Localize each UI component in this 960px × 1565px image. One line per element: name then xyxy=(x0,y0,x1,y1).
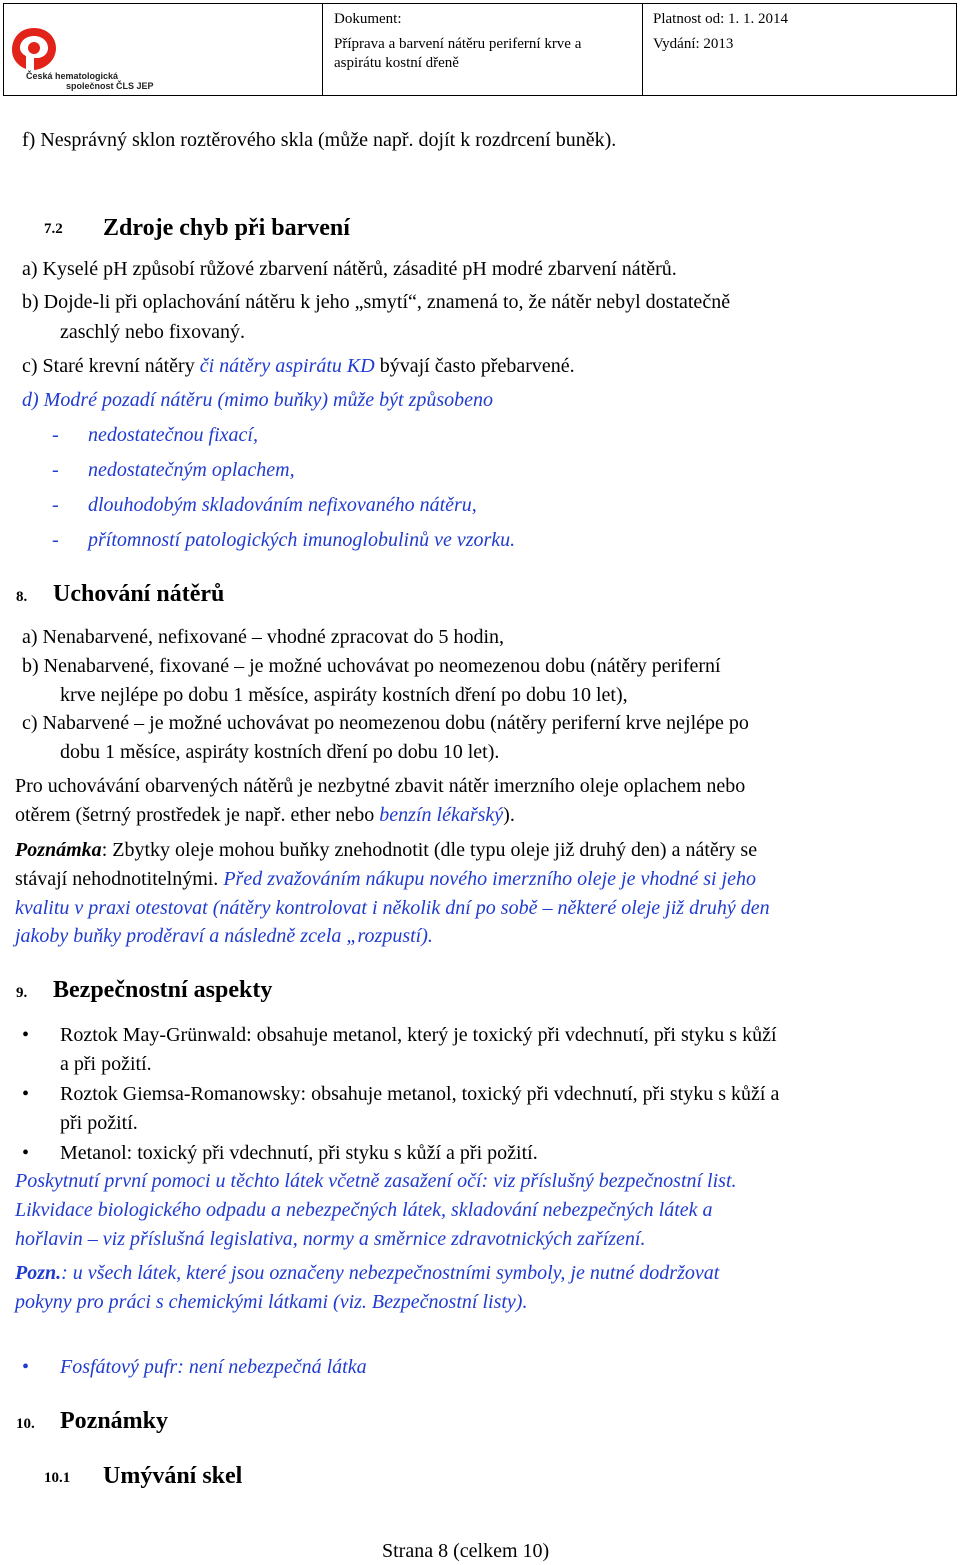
storage-b-line1: b) Nenabarvené, fixované – je možné uchovávat po neomezenou dobu (nátěry periferní xyxy=(22,655,721,677)
stain-error-b-line2: zaschlý nebo fixovaný. xyxy=(60,321,245,343)
bullet-3: • xyxy=(22,1142,30,1164)
storage-a: a) Nenabarvené, nefixované – vhodné zpracovat do 5 hodin, xyxy=(22,626,505,648)
note-line1 xyxy=(15,838,757,862)
note-text-2-blue: Před zvažováním nákupu nového imerzního oleje je vhodné si jeho xyxy=(223,868,756,890)
doc-label: Dokument: xyxy=(334,11,402,27)
stain-error-c-post: bývají často přebarvené. xyxy=(374,355,575,377)
d-item-3: dlouhodobým skladováním nefixovaného nátěru, xyxy=(88,494,477,516)
note-line2 xyxy=(15,867,756,891)
note-text-1: : Zbytky oleje mohou buňky znehodnotit (dle typu oleje již druhý den) a nátěry se xyxy=(101,839,758,861)
stain-error-a: a) Kyselé pH způsobí růžové zbarvení nátěrů, zásadité pH modré zbarvení nátěrů. xyxy=(22,258,677,280)
section-10-title: Poznámky xyxy=(60,1408,168,1434)
dash-2: - xyxy=(52,459,59,481)
storage-para-pre: otěrem (šetrný prostředek je např. ether nebo xyxy=(15,804,380,826)
note-label: Poznámka xyxy=(15,839,102,861)
hazard-giemsa-line1: Roztok Giemsa-Romanowsky: obsahuje metanol, toxický při vdechnutí, při styku s kůží a xyxy=(60,1083,780,1105)
note-text-2-pre: stávají nehodnotitelnými. xyxy=(15,868,224,890)
section-8-number: 8. xyxy=(16,589,28,605)
doc-title-line2: aspirátu kostní dřeně xyxy=(334,55,459,71)
dash-3: - xyxy=(52,494,59,516)
stain-error-c-pre: c) Staré krevní nátěry xyxy=(22,355,200,377)
page-number: Strana 8 (celkem 10) xyxy=(382,1540,550,1562)
bullet-2: • xyxy=(22,1083,30,1105)
issue-year: Vydání: 2013 xyxy=(653,36,734,52)
section-10-number: 10. xyxy=(16,1416,35,1432)
disposal-line2: hořlavin – viz příslušná legislativa, normy a směrnice zdravotnických zařízení. xyxy=(15,1228,646,1250)
storage-para-line2 xyxy=(15,803,515,827)
pozn-line2: pokyny pro práci s chemickými látkami (viz. Bezpečnostní listy). xyxy=(15,1291,528,1313)
bullet-4: • xyxy=(22,1356,30,1378)
storage-c-line1: c) Nabarvené – je možné uchovávat po neomezenou dobu (nátěry periferní krve nejlépe po xyxy=(22,712,749,734)
section-8-title: Uchování nátěrů xyxy=(53,581,225,607)
storage-para-blue: benzín lékařský xyxy=(379,804,504,826)
hazard-giemsa-line2: při požití. xyxy=(60,1112,138,1134)
stain-error-c-blue: či nátěry aspirátu KD xyxy=(199,355,375,377)
storage-para-line1: Pro uchovávání obarvených nátěrů je nezbytné zbavit nátěr imerzního oleje oplachem nebo xyxy=(15,775,746,797)
note-line3: kvalitu v praxi otestovat (nátěry kontrolovat i několik dní po sobě – některé oleje již druhý den xyxy=(15,897,770,919)
stain-error-d: d) Modré pozadí nátěru (mimo buňky) může být způsobeno xyxy=(22,389,494,411)
storage-c-line2: dobu 1 měsíce, aspiráty kostních dření po dobu 10 let). xyxy=(60,741,500,763)
pozn-line1 xyxy=(15,1261,719,1285)
pozn-label: Pozn. xyxy=(15,1262,62,1284)
storage-b-line2: krve nejlépe po dobu 1 měsíce, aspiráty kostních dření po dobu 10 let), xyxy=(60,684,628,706)
pozn-text-1: : u všech látek, které jsou označeny nebezpečnostními symboly, je nutné dodržovat xyxy=(61,1262,720,1284)
org-name-line1: Česká hematologická xyxy=(26,71,119,81)
d-item-1: nedostatečnou fixací, xyxy=(88,424,258,446)
section-7-2-number: 7.2 xyxy=(44,221,63,237)
stain-error-c xyxy=(22,354,575,378)
header-doc-cell xyxy=(323,4,643,95)
section-10-1-title: Umývání skel xyxy=(103,1463,243,1489)
hazard-metanol: Metanol: toxický při vdechnutí, při styku s kůží a při požití. xyxy=(60,1142,538,1164)
stain-error-b-line1: b) Dojde-li při oplachování nátěru k jeho „smytí“, znamená to, že nátěr nebyl dostatečně xyxy=(22,291,731,313)
valid-from: Platnost od: 1. 1. 2014 xyxy=(653,11,789,27)
hazard-may-grunwald-line1: Roztok May-Grünwald: obsahuje metanol, který je toxický při vdechnutí, při styku s kůží xyxy=(60,1024,777,1046)
dash-1: - xyxy=(52,424,59,446)
section-10-1-number: 10.1 xyxy=(44,1470,71,1486)
society-logo-icon xyxy=(10,26,58,72)
note-line4: jakoby buňky proděraví a následně zcela „rozpustí). xyxy=(15,925,433,947)
first-aid-line: Poskytnutí první pomoci u těchto látek včetně zasažení očí: viz příslušný bezpečnostní list. xyxy=(15,1170,737,1192)
bullet-1: • xyxy=(22,1024,30,1046)
d-item-2: nedostatečným oplachem, xyxy=(88,459,295,481)
section-7-2-title: Zdroje chyb při barvení xyxy=(103,215,350,241)
error-item-f: f) Nesprávný sklon roztěrového skla (může např. dojít k rozdrcení buněk). xyxy=(22,129,617,151)
storage-para-post: ). xyxy=(503,804,515,826)
phosphate-buffer: Fosfátový pufr: není nebezpečná látka xyxy=(60,1356,367,1378)
dash-4: - xyxy=(52,529,59,551)
document-header xyxy=(3,3,957,96)
hazard-may-grunwald-line2: a při požití. xyxy=(60,1053,152,1075)
d-item-4: přítomností patologických imunoglobulinů ve vzorku. xyxy=(88,529,516,551)
header-logo-cell xyxy=(4,4,323,95)
org-name-line2: společnost ČLS JEP xyxy=(66,81,154,91)
doc-title-line1: Příprava a barvení nátěru periferní krve a xyxy=(334,36,582,52)
disposal-line1: Likvidace biologického odpadu a nebezpečných látek, skladování nebezpečných látek a xyxy=(15,1199,713,1221)
header-validity-cell xyxy=(643,4,956,95)
section-9-title: Bezpečnostní aspekty xyxy=(53,977,273,1003)
section-9-number: 9. xyxy=(16,985,28,1001)
